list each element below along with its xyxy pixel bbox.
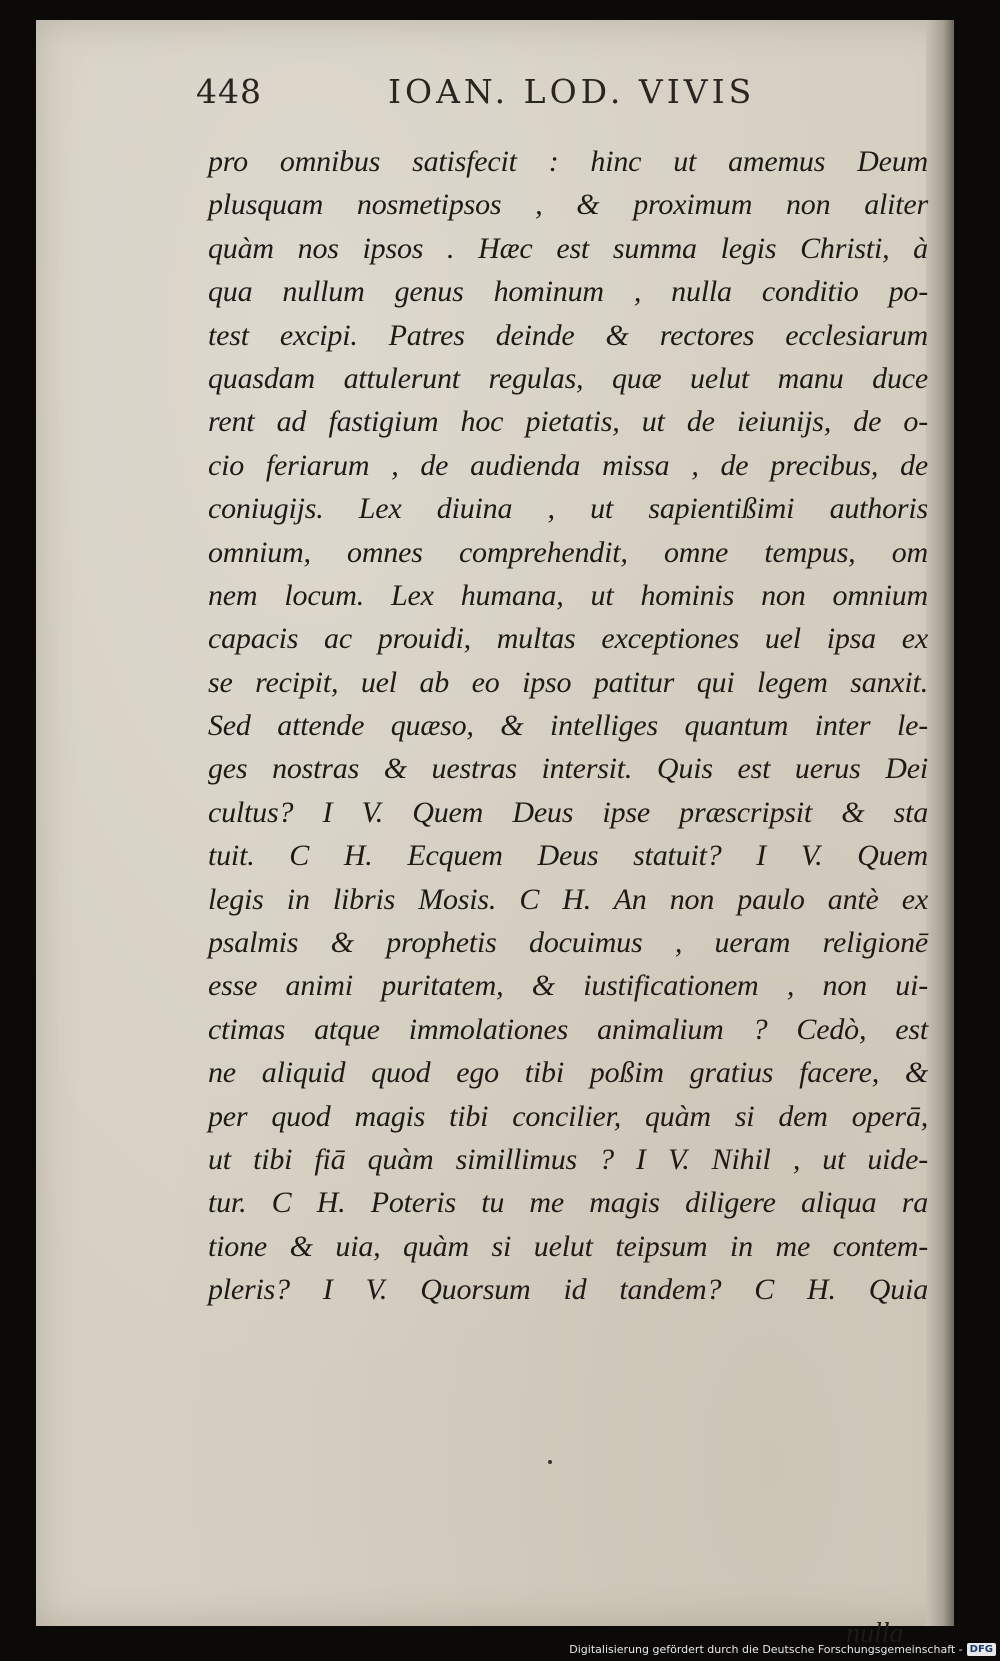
text-line: legis in libris Mosis. C H. An non paulo antè ex: [208, 882, 928, 916]
footer-credit: Digitalisierung gefördert durch die Deutsche Forschungsgemeinschaft -: [569, 1642, 963, 1656]
text-line: per quod magis tibi concilier, quàm si dem operā,: [208, 1099, 928, 1133]
page-edge: [926, 20, 954, 1626]
text-line: esse animi puritatem, & iustificationem , non ui-: [208, 969, 928, 1003]
text-line: tur. C H. Poteris tu me magis diligere aliqua ra: [208, 1186, 928, 1220]
text-line: test excipi. Patres deinde & rectores ecclesiarum: [208, 318, 928, 352]
text-line: pleris? I V. Quorsum id tandem? C H. Quia: [208, 1273, 928, 1307]
catchword: nulla: [846, 1618, 904, 1649]
text-line: capacis ac prouidi, multas exceptiones uel ipsa ex: [208, 622, 928, 656]
text-line: omnium, omnes comprehendit, omne tempus, om: [208, 535, 928, 569]
text-line: pro omnibus satisfecit : hinc ut amemus Deum: [208, 145, 928, 178]
digitization-footer: [569, 1641, 996, 1657]
text-line: cultus? I V. Quem Deus ipse præscripsit & sta: [208, 795, 928, 829]
text-block: [208, 140, 928, 1312]
text-line: plusquam nosmetipsos , & proximum non aliter: [208, 188, 928, 222]
text-line: tuit. C H. Ecquem Deus statuit? I V. Quem: [208, 839, 928, 873]
text-line: se recipit, uel ab eo ipso patitur qui legem sanxit.: [208, 665, 928, 699]
text-line: rent ad fastigium hoc pietatis, ut de ieiunijs, de o-: [208, 405, 928, 439]
text-line: nem locum. Lex humana, ut hominis non omnium: [208, 578, 928, 612]
text-line: tione & uia, quàm si uelut teipsum in me contem-: [208, 1229, 928, 1263]
dfg-logo: DFG: [967, 1643, 996, 1656]
running-head-title: IOAN. LOD. VIVIS: [388, 72, 756, 111]
text-line: quasdam attulerunt regulas, quæ uelut manu duce: [208, 361, 928, 395]
text-line: quàm nos ipsos . Hæc est summa legis Christi, à: [208, 231, 928, 265]
ink-speck: [548, 1460, 552, 1464]
text-line: ne aliquid quod ego tibi poßim gratius facere, &: [208, 1056, 928, 1090]
text-line: cio feriarum , de audienda missa , de precibus, de: [208, 448, 928, 482]
text-line: qua nullum genus hominum , nulla conditio po-: [208, 275, 928, 309]
text-line: ctimas atque immolationes animalium ? Cedò, est: [208, 1012, 928, 1046]
text-line: ges nostras & uestras intersit. Quis est uerus Dei: [208, 752, 928, 786]
text-line: ut tibi fiā quàm simillimus ? I V. Nihil , ut uide-: [208, 1142, 928, 1176]
text-line: psalmis & prophetis docuimus , ueram religionē: [208, 926, 928, 960]
text-line: Sed attende quæso, & intelliges quantum inter le-: [208, 709, 928, 743]
text-line: coniugijs. Lex diuina , ut sapientißimi authoris: [208, 492, 928, 526]
page-number: 448: [196, 72, 262, 111]
